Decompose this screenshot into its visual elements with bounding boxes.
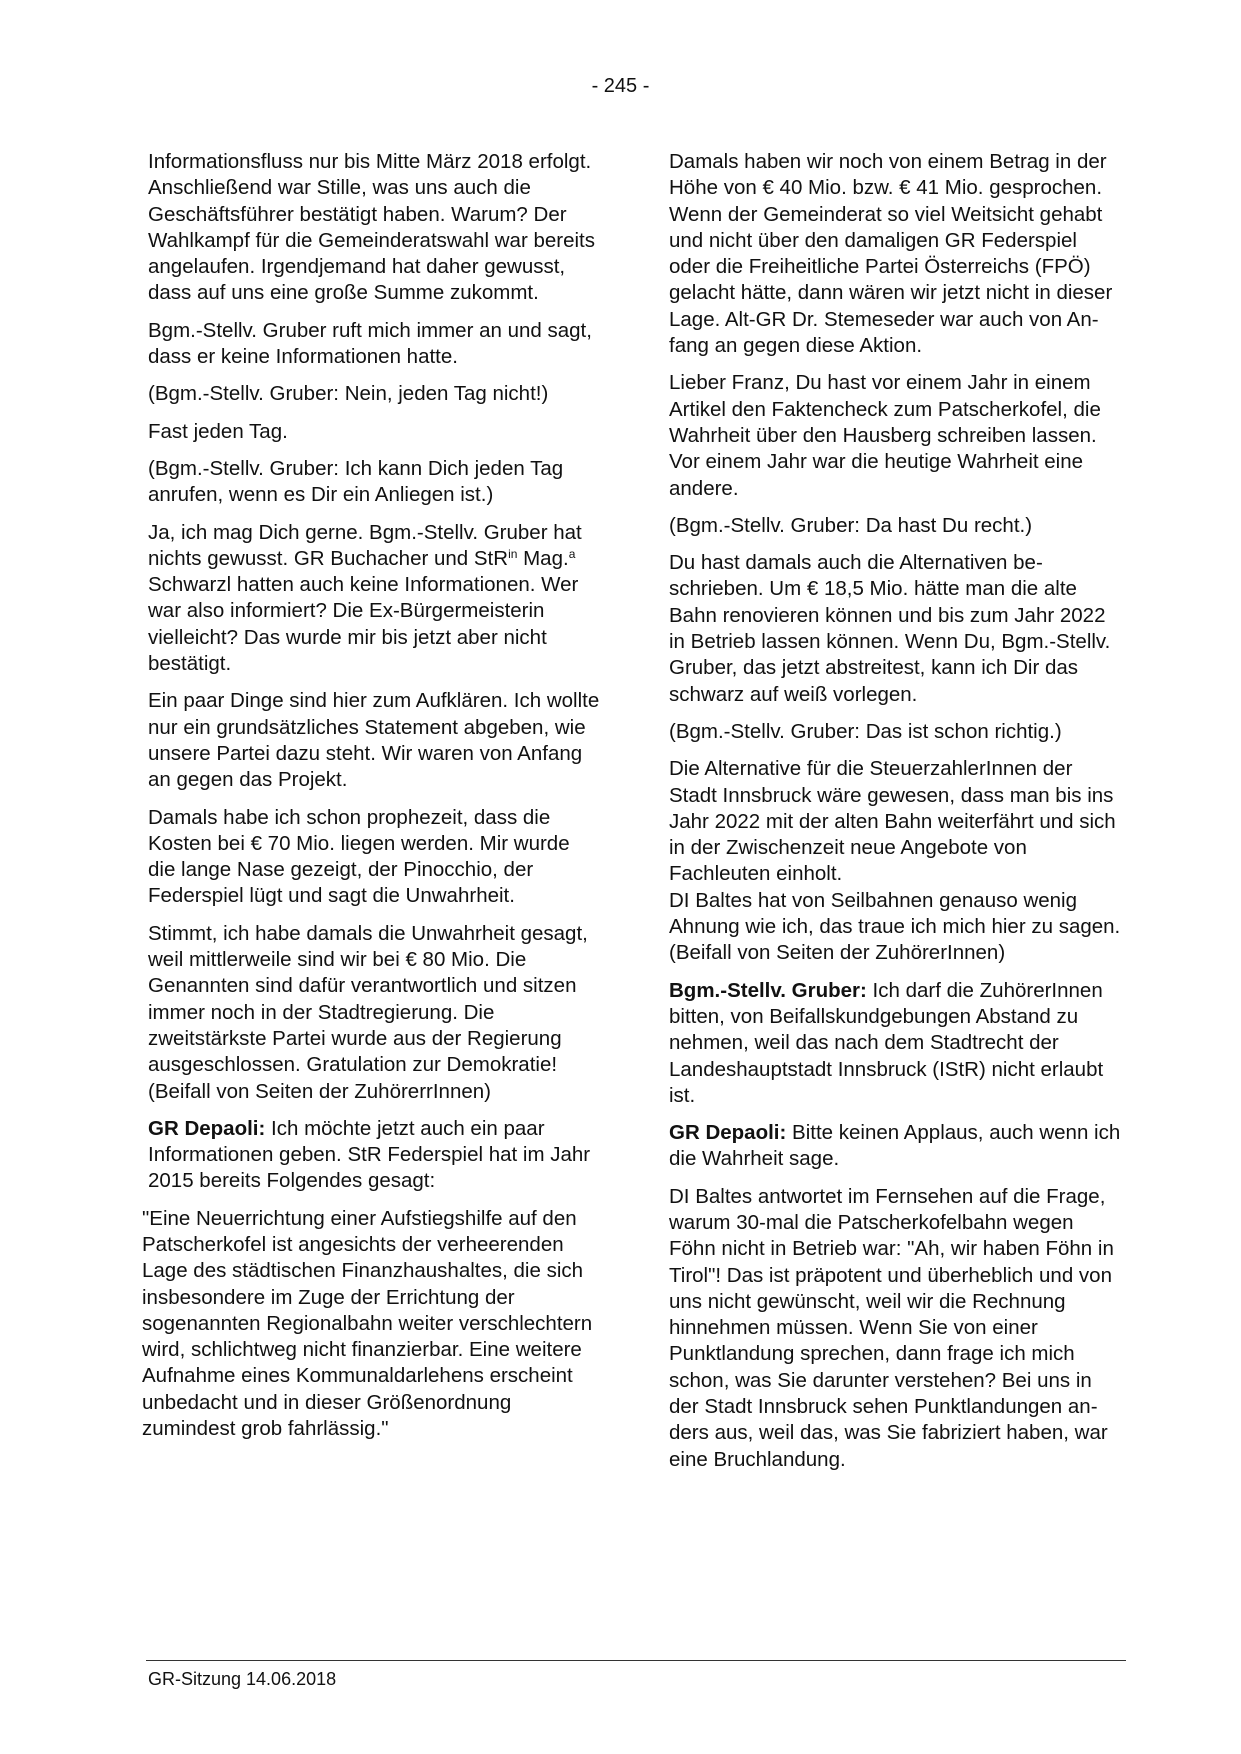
paragraph: Damals haben wir noch von einem Betrag in der Höhe von € 40 Mio. bzw. € 41 Mio. gesprochen. Wenn der Gemeinderat so viel Weitsicht gehabt und nicht über den damaligen GR Federspiel oder die Freiheitliche Partei Österreichs (FPÖ) gelacht hätte, dann wären wir jetzt nicht in dieser Lage. Alt-GR Dr. Stemeseder war auch von Anfang an gegen diese Aktion. — [669, 150, 1113, 358]
footer-text: GR-Sitzung 14.06.2018 — [148, 1669, 337, 1689]
paragraph: Lieber Franz, Du hast vor einem Jahr in einem Artikel den Faktencheck zum Patscherkofel, die Wahrheit über den Hausberg schreiben lassen. Vor einem Jahr war die heutige Wahrheit eine andere. — [669, 371, 1101, 500]
paragraph: Damals habe ich schon prophezeit, dass die Kosten bei € 70 Mio. liegen werden. Mir wurde die lange Nase gezeigt, der Pinocchio, der Federspiel lügt und sagt die Unwahrheit. — [148, 805, 570, 908]
page-number: - 245 - — [591, 75, 650, 97]
left-column — [142, 149, 602, 1453]
paragraph-text: Mag. — [517, 546, 569, 570]
superscript: a — [568, 546, 576, 561]
paragraph: Fast jeden Tag. — [148, 419, 288, 443]
quotation: "Eine Neuerrichtung einer Aufstiegshilfe auf den Patscherkofel ist angesichts der verheerenden Lage des städtischen Finanzhaushaltes, die sich insbesondere im Zuge der Errichtung der sogenannten Regionalbahn weiter verschlechtern wird, schlichtweg nicht finanzierbar. Eine weitere Aufnahme eines Kommunaldarlehens erscheint unbedacht und in dieser Größenordnung zumindest grob fahrlässig." — [142, 1206, 593, 1441]
paragraph: Stimmt, ich habe damals die Unwahrheit gesagt, weil mittlerweile sind wir bei € 80 Mio. Die Genannten sind dafür verantwortlich und sitzen immer noch in der Stadtregierung. Die zweitstärkste Partei wurde aus der Regierung ausgeschlossen. Gratulation zur Demokratie! (Beifall von Seiten der ZuhörerrInnen) — [148, 921, 588, 1103]
right-column — [669, 149, 1123, 1484]
paragraph: DI Baltes antwortet im Fernsehen auf die Frage, warum 30-mal die Patscherkofelbahn wegen Föhn nicht in Betrieb war: "Ah, wir haben Föhn in Tirol"! Das ist präpotent und überheblich und von uns nicht gewünscht, weil wir die Rechnung hinnehmen müssen. Wenn Sie von einer Punktlandung sprechen, dann frage ich mich schon, was Sie darunter verstehen? Bei uns in der Stadt Innsbruck sehen Punktlandungen anders aus, weil das, was Sie fabriziert haben, war eine Bruchlandung. — [669, 1184, 1114, 1471]
interjection: (Bgm.-Stellv. Gruber: Ich kann Dich jeden Tag anrufen, wenn es Dir ein Anliegen ist.) — [148, 456, 564, 507]
paragraph — [669, 978, 1123, 1109]
paragraph-text: Ja, ich mag Dich gerne. Bgm.-Stellv. Gruber hat nichts gewusst. GR Buchacher und StR — [148, 520, 582, 570]
paragraph-text: Ich möchte jetzt auch ein paar Informationen geben. StR Federspiel hat im Jahr 2015 bereits Folgendes gesagt: — [148, 1116, 591, 1193]
paragraph-text: Bitte keinen Applaus, auch wenn ich die Wahrheit sage. — [669, 1121, 1121, 1171]
paragraph-text: Die Alternative für die SteuerzahlerInnen der Stadt Innsbruck wäre gewesen, dass man bis ins Jahr 2022 mit der alten Bahn weiterfährt und sich in der Zwischenzeit neue Angebote von Fachleuten einholt. — [669, 757, 1116, 886]
superscript: in — [508, 546, 518, 561]
paragraph-text: DI Baltes hat von Seilbahnen genauso wenig Ahnung wie ich, das traue ich mich hier zu sagen. (Beifall von Seiten der ZuhörerInnen) — [669, 888, 1121, 965]
paragraph — [669, 1120, 1123, 1173]
speaker-label: GR Depaoli: — [148, 1116, 266, 1140]
interjection: (Bgm.-Stellv. Gruber: Da hast Du recht.) — [669, 513, 1033, 537]
paragraph: Du hast damals auch die Alternativen beschrieben. Um € 18,5 Mio. hätte man die alte Bahn renovieren können und bis zum Jahr 2022 in Betrieb lassen können. Wenn Du, Bgm.-Stellv. Gruber, das jetzt abstreitest, kann ich Dir das schwarz auf weiß vorlegen. — [669, 551, 1111, 706]
paragraph — [148, 520, 602, 678]
paragraph: Bgm.-Stellv. Gruber ruft mich immer an und sagt, dass er keine Informationen hatte. — [148, 318, 592, 369]
interjection: (Bgm.-Stellv. Gruber: Das ist schon richtig.) — [669, 719, 1062, 743]
paragraph: Ein paar Dinge sind hier zum Aufklären. Ich wollte nur ein grundsätzliches Statement abgeben, wie unsere Partei dazu steht. Wir waren von Anfang an gegen das Projekt. — [148, 689, 600, 792]
paragraph — [669, 756, 1123, 966]
paragraph-text: Ich darf die ZuhörerInnen bitten, von Beifallskundgebungen Abstand zu nehmen, weil das nach dem Stadtrecht der Landeshauptstadt Innsbruck (IStR) nicht erlaubt ist. — [669, 978, 1104, 1107]
interjection: (Bgm.-Stellv. Gruber: Nein, jeden Tag nicht!) — [148, 382, 549, 406]
speaker-label: Bgm.-Stellv. Gruber: — [669, 978, 867, 1002]
paragraph: Informationsfluss nur bis Mitte März 2018 erfolgt. Anschließend war Stille, was uns auch die Geschäftsführer bestätigt haben. Warum? Der Wahlkampf für die Gemeinderatswahl war bereits angelaufen. Irgendjemand hat daher gewusst, dass auf uns eine große Summe zukommt. — [148, 150, 596, 305]
speaker-label: GR Depaoli: — [669, 1121, 787, 1145]
footer-divider — [146, 1660, 1126, 1661]
paragraph-text: Schwarzl hatten auch keine Informationen. Wer war also informiert? Die Ex-Bürgermeisterin vielleicht? Das wurde mir bis jetzt aber nicht bestätigt. — [148, 573, 579, 676]
paragraph — [148, 1116, 602, 1195]
